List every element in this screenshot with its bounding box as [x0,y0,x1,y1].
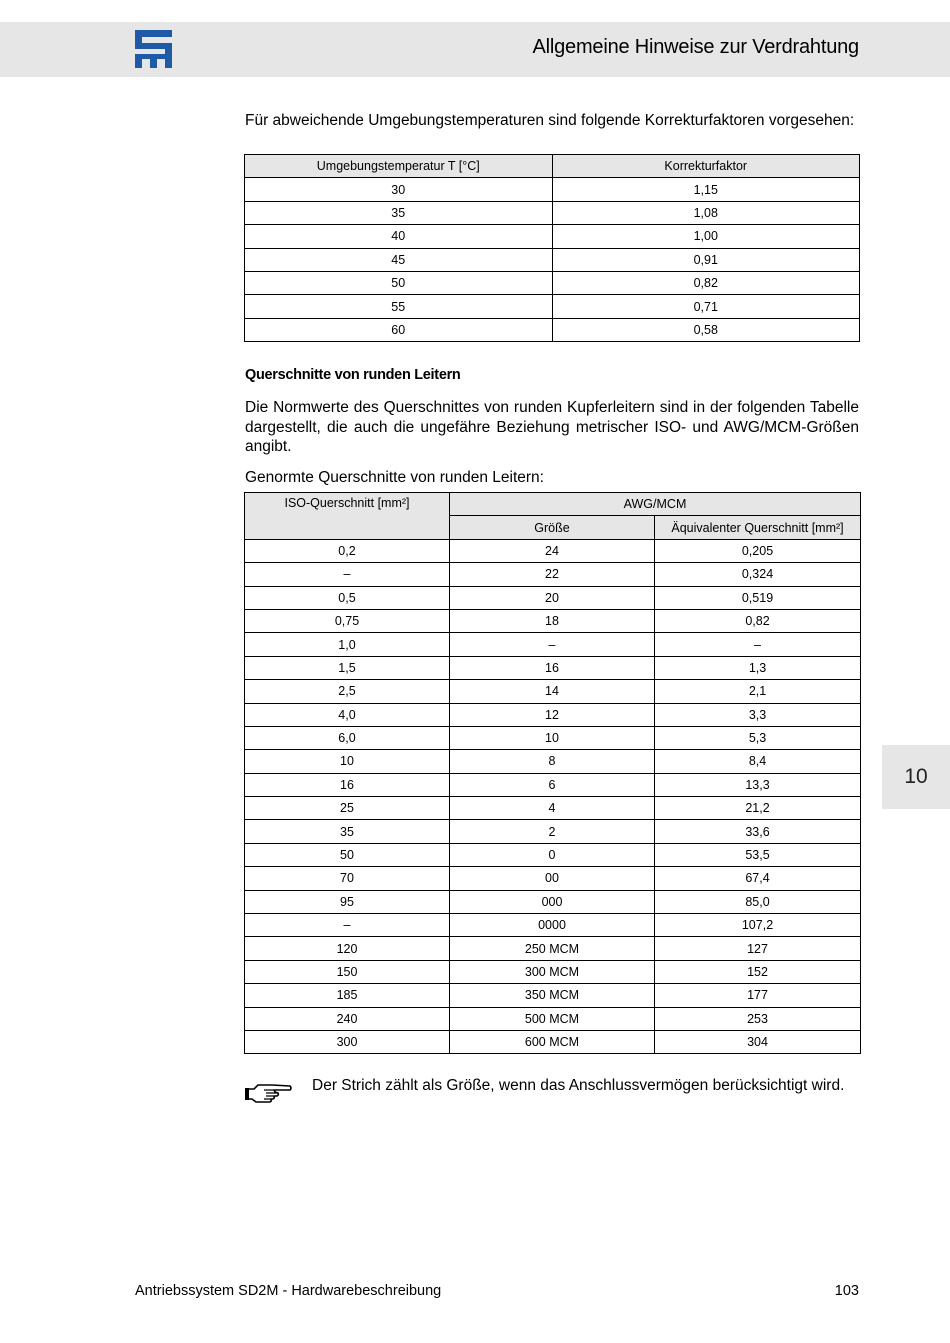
footer-page-number: 103 [834,1283,859,1299]
table-row [245,843,861,866]
cell-awg-size: 000 [450,890,655,913]
table-row [245,773,861,796]
cell-equivalent: 8,4 [655,750,861,773]
cell-iso: 0,5 [245,586,450,609]
cell-iso: 35 [245,820,450,843]
company-logo [135,30,172,68]
table-row [245,271,860,294]
table-row [245,178,860,201]
table-row [245,703,861,726]
table-row [245,248,860,271]
cell-factor: 1,15 [552,178,860,201]
table-row [245,225,860,248]
table-row [245,890,861,913]
cell-iso: 2,5 [245,680,450,703]
table-row [245,586,861,609]
cell-equivalent: 0,519 [655,586,861,609]
note-text: Der Strich zählt als Größe, wenn das Anschlussvermögen berücksichtigt wird. [312,1077,845,1094]
cell-awg-size: 8 [450,750,655,773]
wire-cross-section-table [244,492,861,1054]
cell-equivalent: 127 [655,937,861,960]
cell-awg-size: 14 [450,680,655,703]
cell-factor: 0,71 [552,295,860,318]
cell-factor: 0,82 [552,271,860,294]
table-row [245,1007,861,1030]
cell-temperature: 30 [245,178,553,201]
cell-iso: 70 [245,867,450,890]
cell-awg-size: 12 [450,703,655,726]
cell-equivalent: 67,4 [655,867,861,890]
table-row [245,201,860,224]
table-row [245,960,861,983]
cell-awg-size: 300 MCM [450,960,655,983]
cell-iso: 1,5 [245,656,450,679]
cell-factor: 1,08 [552,201,860,224]
cell-factor: 1,00 [552,225,860,248]
cell-iso: 150 [245,960,450,983]
section-paragraph: Die Normwerte des Querschnittes von runden Kupferleitern sind in der folgenden Tabelle dargestellt, die auch die ungefähre Beziehung metrischer ISO- und AWG/MCM-Größen angibt. [245,399,859,455]
table-row [245,984,861,1007]
header-factor: Korrekturfaktor [552,155,860,178]
cell-awg-size: 16 [450,656,655,679]
cell-equivalent: 33,6 [655,820,861,843]
cell-iso: 10 [245,750,450,773]
cell-equivalent: 304 [655,1030,861,1053]
cell-awg-size: 00 [450,867,655,890]
cell-equivalent: 53,5 [655,843,861,866]
section-heading: Querschnitte von runden Leitern [245,367,461,383]
table-row [245,318,860,341]
table-row [245,539,861,562]
table-row [245,797,861,820]
table-row [245,1030,861,1053]
cell-iso: 50 [245,843,450,866]
cell-equivalent: 5,3 [655,726,861,749]
cell-awg-size: 250 MCM [450,937,655,960]
cell-iso: – [245,914,450,937]
header-iso: ISO-Querschnitt [mm²] [245,493,450,540]
cell-awg-size: 500 MCM [450,1007,655,1030]
cell-awg-size: 0 [450,843,655,866]
cell-iso: 95 [245,890,450,913]
cell-iso: 120 [245,937,450,960]
table-row [245,609,861,632]
cell-equivalent: 21,2 [655,797,861,820]
cell-awg-size: 600 MCM [450,1030,655,1053]
cell-iso: 4,0 [245,703,450,726]
cell-equivalent: 85,0 [655,890,861,913]
cell-iso: 25 [245,797,450,820]
cell-temperature: 50 [245,271,553,294]
cell-equivalent: – [655,633,861,656]
cell-iso: 1,0 [245,633,450,656]
header-equivalent: Äquivalenter Querschnitt [mm²] [655,516,861,539]
cell-iso: 300 [245,1030,450,1053]
header-awg: AWG/MCM [450,493,861,516]
cell-equivalent: 253 [655,1007,861,1030]
cell-iso: 6,0 [245,726,450,749]
cell-temperature: 35 [245,201,553,224]
intro-paragraph: Für abweichende Umgebungstemperaturen sind folgende Korrekturfaktoren vorgesehen: [245,112,855,129]
cell-factor: 0,58 [552,318,860,341]
table-row [245,820,861,843]
cell-temperature: 45 [245,248,553,271]
table-row [245,914,861,937]
cell-awg-size: 22 [450,563,655,586]
cell-iso: 0,75 [245,609,450,632]
cell-equivalent: 13,3 [655,773,861,796]
cell-awg-size: 350 MCM [450,984,655,1007]
cell-iso: 0,2 [245,539,450,562]
cell-equivalent: 107,2 [655,914,861,937]
cell-awg-size: 6 [450,773,655,796]
cell-awg-size: 4 [450,797,655,820]
cell-temperature: 55 [245,295,553,318]
header-size: Größe [450,516,655,539]
cell-temperature: 60 [245,318,553,341]
table-row [245,726,861,749]
table-row [245,680,861,703]
table-row [245,656,861,679]
cell-equivalent: 0,205 [655,539,861,562]
cell-iso: 185 [245,984,450,1007]
cell-awg-size: 0000 [450,914,655,937]
table-row [245,633,861,656]
cell-equivalent: 2,1 [655,680,861,703]
cell-equivalent: 177 [655,984,861,1007]
cell-equivalent: 3,3 [655,703,861,726]
cell-awg-size: – [450,633,655,656]
table-row [245,867,861,890]
pointing-hand-icon [244,1080,292,1104]
cell-iso: – [245,563,450,586]
cell-awg-size: 2 [450,820,655,843]
chapter-tab: 10 [882,745,950,809]
cell-equivalent: 1,3 [655,656,861,679]
table-row [245,563,861,586]
correction-factor-table [244,154,860,342]
table-row [245,937,861,960]
cell-equivalent: 0,82 [655,609,861,632]
cell-awg-size: 10 [450,726,655,749]
cell-temperature: 40 [245,225,553,248]
cell-iso: 16 [245,773,450,796]
table-caption: Genormte Querschnitte von runden Leitern: [245,469,544,486]
cell-awg-size: 20 [450,586,655,609]
cell-iso: 240 [245,1007,450,1030]
cell-factor: 0,91 [552,248,860,271]
table-header-row [245,493,861,516]
table-row [245,295,860,318]
cell-awg-size: 24 [450,539,655,562]
cell-awg-size: 18 [450,609,655,632]
footer-document-title: Antriebssystem SD2M - Hardwarebeschreibung [135,1283,442,1299]
cell-equivalent: 152 [655,960,861,983]
header-temperature: Umgebungstemperatur T [°C] [245,155,553,178]
table-header-row [245,155,860,178]
cell-equivalent: 0,324 [655,563,861,586]
page-title: Allgemeine Hinweise zur Verdrahtung [532,36,859,58]
table-row [245,750,861,773]
